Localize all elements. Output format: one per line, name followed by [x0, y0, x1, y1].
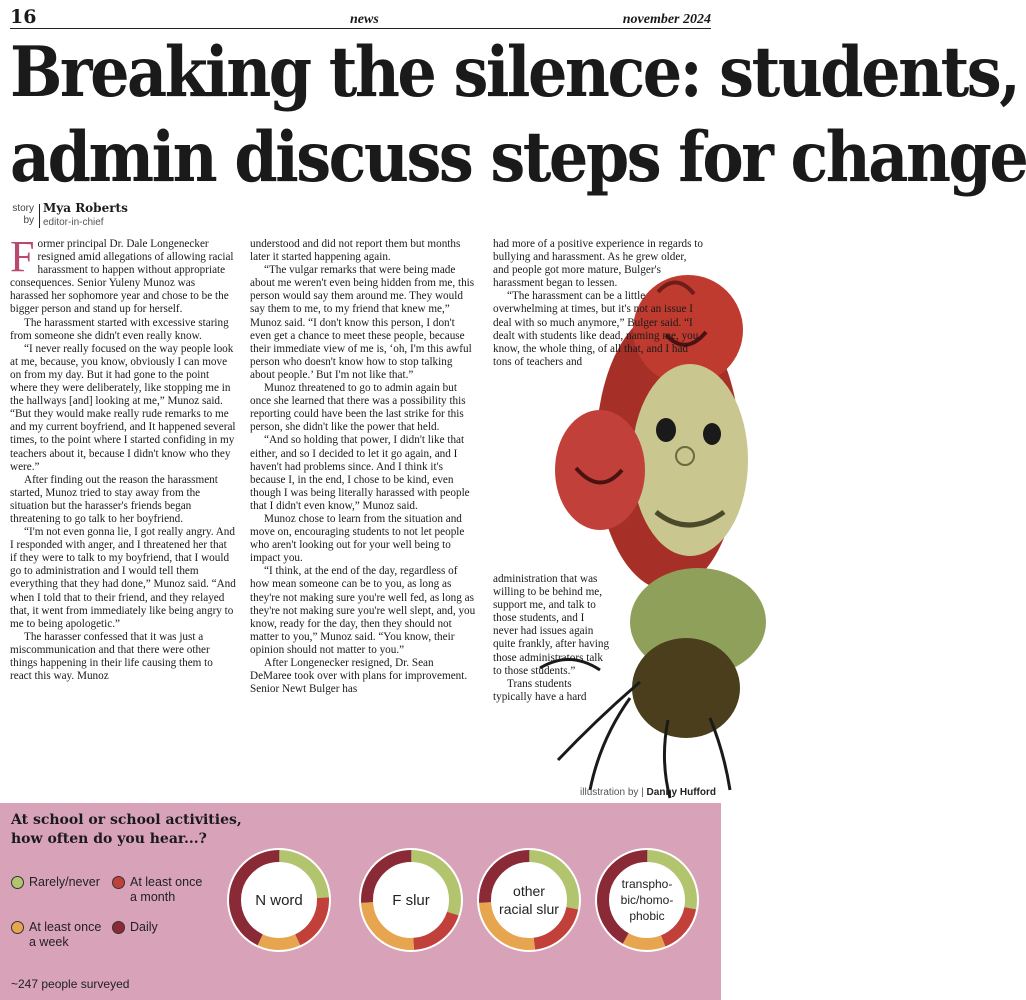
byline-divider [39, 204, 40, 228]
headline-line-2: admin discuss steps for change [10, 116, 1026, 198]
issue-date: november 2024 [622, 12, 711, 27]
article-column-2 [250, 238, 476, 696]
legend-label: Rarely/never [29, 875, 100, 889]
article-paragraph: After finding out the reason the harassment started, Munoz tried to stay away from the situation but the harasser's friends began threatening to go talk to her boyfriend. [10, 473, 218, 525]
article-paragraph: Former principal Dr. Dale Longenecker resigned amid allegations of allowing racial harassment to happen without appropriate consequences. Senior Yuleny Munoz was harassed her sophomore year and chose to be the bigger person and stand up for herself. [10, 232, 234, 316]
donut-label: N word [255, 891, 303, 909]
byline-label: story by [12, 203, 34, 226]
legend-label: At least once a month [130, 875, 203, 904]
section-name: news [350, 12, 379, 27]
byline-role: editor-in-chief [43, 217, 104, 228]
legend-swatch-icon [112, 876, 125, 889]
donut-label: transpho-bic/homo-phobic [620, 877, 674, 923]
donut-chart [357, 846, 465, 954]
article-paragraph: “The vulgar remarks that were being made about me weren't even being hidden from me, this person would say them around me. They would say them to me, to my friend that knew me,” Munoz said. “I don't know this person, I don't even get a chance to meet these people, because their immediate view of me is, ‘oh, I'm this awful person who doesn't know how to stop talking about people.’ But I'm not like that.” [250, 264, 475, 381]
article-paragraph: had more of a positive experience in regards to bullying and harassment. As he grew older, and people got more mature, Bulger's harassment began to lessen. [493, 238, 703, 290]
article-paragraph: administration that was willing to be behind me, support me, and talk to those students, and I never had issues again quite frankly, after having those administrators talk to those students.” [493, 573, 610, 677]
article-paragraph: Munoz chose to learn from the situation and move on, encouraging students to not let people who aren't looking out for your well being to impact you. [250, 512, 465, 565]
donut-chart [225, 846, 333, 954]
article-column-3-bottom [493, 573, 611, 704]
donut-label: F slur [392, 891, 430, 909]
article-paragraph: Trans students typically have a hard [493, 677, 587, 703]
page-number: 16 [10, 6, 37, 28]
legend-label: Daily [130, 920, 158, 934]
donut-label: other racial slur [499, 883, 559, 917]
drop-cap: F [10, 232, 35, 281]
survey-sample-note: ~247 people surveyed [11, 977, 130, 991]
article-column-3-top [493, 238, 703, 369]
illustration-credit: illustration by | Danny Hufford [580, 787, 716, 798]
survey-panel [0, 803, 721, 1000]
article-column-1 [10, 232, 236, 683]
article-paragraph: understood and did not report them but months later it started happening again. [250, 238, 461, 264]
headline [10, 30, 1026, 200]
article-paragraph: “I'm not even gonna lie, I got really angry. And I responded with anger, and I threatened her that if they were to talk to my boyfriend, that I would go to administration and I would tell them everything that they had done,” Munoz said. “And when I told that to their friend, and they relayed that, it went from immediately like being angry to me to being apologetic.” [10, 526, 236, 630]
article-paragraph: The harasser confessed that it was just a miscommunication and that there were other things happening in their life causing them to react this way. Munoz [10, 630, 213, 683]
article-paragraph: After Longenecker resigned, Dr. Sean DeMaree took over with plans for improvement. Senior Newt Bulger has [250, 657, 468, 696]
article-paragraph: “I never really focused on the way people look at me, because, you know, obviously I can move on from my day. But it had gone to the point where they were deliberately, like stopping me in the hallways [and] looking at me,” Munoz said. “But they would make really rude remarks to me and my current boyfriend, and It happened several times, to the point where I started confiding in my teachers about it, because I didn't know who they were.” [10, 342, 236, 473]
byline-author: Mya Roberts [43, 201, 128, 215]
article-paragraph: Munoz threatened to go to admin again but once she learned that there was a possibility this reporting could have been the last strike for this person, she didn't like the power that held. [250, 382, 466, 434]
survey-question: At school or school activities, how often do you hear...? [11, 812, 242, 847]
legend-swatch-icon [112, 921, 125, 934]
donut-chart [475, 846, 583, 954]
headline-line-1: Breaking the silence: students, [10, 31, 1019, 113]
credit-artist: Danny Hufford [646, 787, 716, 798]
legend-swatch-icon [11, 921, 24, 934]
article-paragraph: “The harassment can be a little overwhelming at times, but it's not an issue I deal with so much anymore,” Bulger said. “I dealt with students like dead, naming me, you know, the whole thing, of all that, and I had tons of teachers and [493, 290, 699, 368]
article-paragraph: “I think, at the end of the day, regardless of how mean someone can be to you, as long as they're not making sure you're well fed, as long as they're not making sure you're well slept, and, you know, ready for the day, then they should not matter to you,” Munoz said. “You know, their opinion should not matter to you.” [250, 565, 476, 656]
legend-label: At least once a week [29, 920, 102, 949]
article-paragraph: “And so holding that power, I didn't like that either, and so I decided to let it go again, and I haven't had problems since. And I think it's because I, in the end, I chose to be kind, even though I was being literally harassed with people that I didn't even know,” Munoz said. [250, 434, 470, 512]
legend-swatch-icon [11, 876, 24, 889]
donut-chart [593, 846, 701, 954]
page-folio [10, 8, 711, 29]
article-paragraph: The harassment started with excessive staring from someone she didn't even really know. [10, 316, 229, 342]
credit-label: illustration by [580, 787, 639, 798]
